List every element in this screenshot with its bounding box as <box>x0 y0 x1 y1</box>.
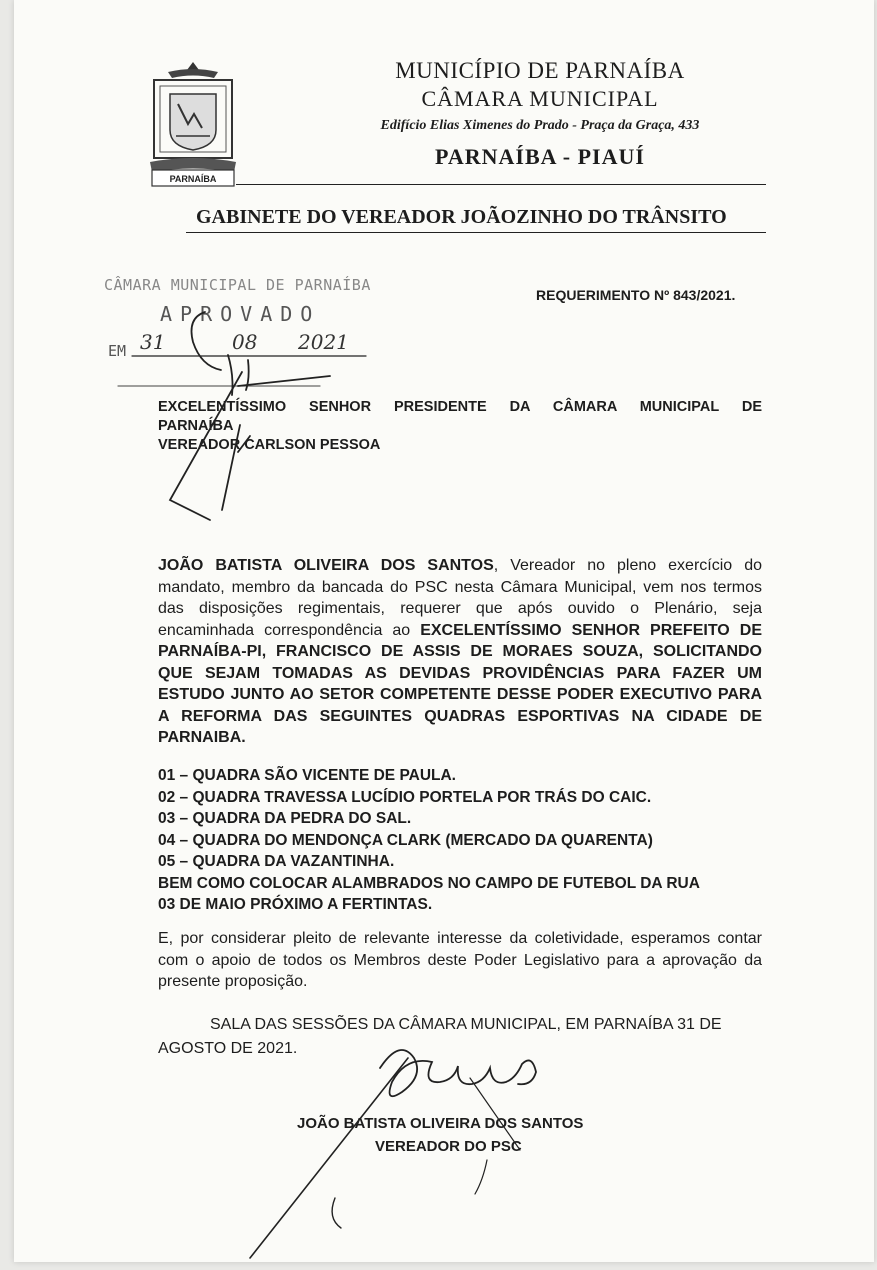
courts-list <box>158 765 768 916</box>
closing-line-2: AGOSTO DE 2021. <box>158 1040 298 1057</box>
list-item: BEM COMO COLOCAR ALAMBRADOS NO CAMPO DE FUTEBOL DA RUA <box>158 874 700 892</box>
stamp-year: 2021 <box>298 330 349 354</box>
stamp-date <box>140 330 349 354</box>
signer-role: VEREADOR DO PSC <box>375 1138 522 1155</box>
list-item: 04 – QUADRA DO MENDONÇA CLARK (MERCADO DA QUARENTA) <box>158 831 653 849</box>
list-item: 03 DE MAIO PRÓXIMO A FERTINTAS. <box>158 896 433 913</box>
chamber-title: CÂMARA MUNICIPAL <box>421 86 659 111</box>
stamp-em: EM <box>108 342 127 360</box>
list-item: 02 – QUADRA TRAVESSA LUCÍDIO PORTELA POR TRÁS DO CAIC. <box>158 788 652 806</box>
requester-name: JOÃO BATISTA OLIVEIRA DOS SANTOS <box>158 557 494 574</box>
addressee-line-1: EXCELENTÍSSIMO SENHOR PRESIDENTE DA CÂMARA MUNICIPAL DE <box>158 399 762 415</box>
city-state: PARNAÍBA - PIAUÍ <box>435 144 645 169</box>
office-title: GABINETE DO VEREADOR JOÃOZINHO DO TRÂNSITO <box>196 206 727 228</box>
support-paragraph: E, por considerar pleito de relevante interesse da coletividade, esperamos contar com o apoio de todos os Membros deste Poder Legislativo para a aprovação da presente proposição. <box>158 930 762 990</box>
crest-label: PARNAÍBA <box>169 174 217 184</box>
signer-name: JOÃO BATISTA OLIVEIRA DOS SANTOS <box>297 1115 584 1132</box>
closing-block <box>158 1013 762 1061</box>
addressee-line-3: VEREADOR CARLSON PESSOA <box>158 437 381 453</box>
signature-block <box>297 1112 583 1158</box>
addressee-line-2: PARNAÍBA <box>158 418 234 434</box>
request-text: , Vereador no pleno exercício do mandato, membro da bancada do PSC nesta Câmara Municipal, vem nos termos das disposições regimentais, requerer que após ouvido o Plenário, seja encaminhada correspondência ao <box>158 557 762 639</box>
list-item: 05 – QUADRA DA VAZANTINHA. <box>158 853 395 870</box>
stamp-month: 08 <box>232 330 258 354</box>
coat-of-arms-emblem <box>148 58 238 193</box>
chamber-address: Edifício Elias Ximenes do Prado - Praça da Graça, 433 <box>380 118 700 133</box>
stamp-chamber-name: CÂMARA MUNICIPAL DE PARNAÍBA <box>104 276 371 294</box>
request-highlight: EXCELENTÍSSIMO SENHOR PREFEITO DE PARNAÍBA-PI, FRANCISCO DE ASSIS DE MORAES SOUZA, SOLICITANDO QUE SEJAM TOMADAS AS DEVIDAS PROVIDÊNCIAS PARA FAZER UM ESTUDO JUNTO AO SETOR COMPETENTE DESSE PODER EXECUTIVO PARA A REFORMA DAS SEGUINTES QUADRAS ESPORTIVAS NA CIDADE DE PARNAIBA. <box>158 621 762 746</box>
list-item: 03 – QUADRA DA PEDRA DO SAL. <box>158 810 412 827</box>
municipality-title: MUNICÍPIO DE PARNAÍBA <box>395 58 685 83</box>
office-underline <box>186 232 766 233</box>
addressee-block <box>158 398 762 455</box>
list-item: 01 – QUADRA SÃO VICENTE DE PAULA. <box>158 767 456 784</box>
closing-line-1: SALA DAS SESSÕES DA CÂMARA MUNICIPAL, EM PARNAÍBA 31 DE <box>210 1016 722 1033</box>
request-number: REQUERIMENTO Nº 843/2021. <box>536 287 736 303</box>
stamp-day: 31 <box>140 330 166 354</box>
request-paragraph <box>158 555 762 749</box>
header-divider <box>236 184 766 185</box>
stamp-approved: APROVADO <box>160 302 321 326</box>
